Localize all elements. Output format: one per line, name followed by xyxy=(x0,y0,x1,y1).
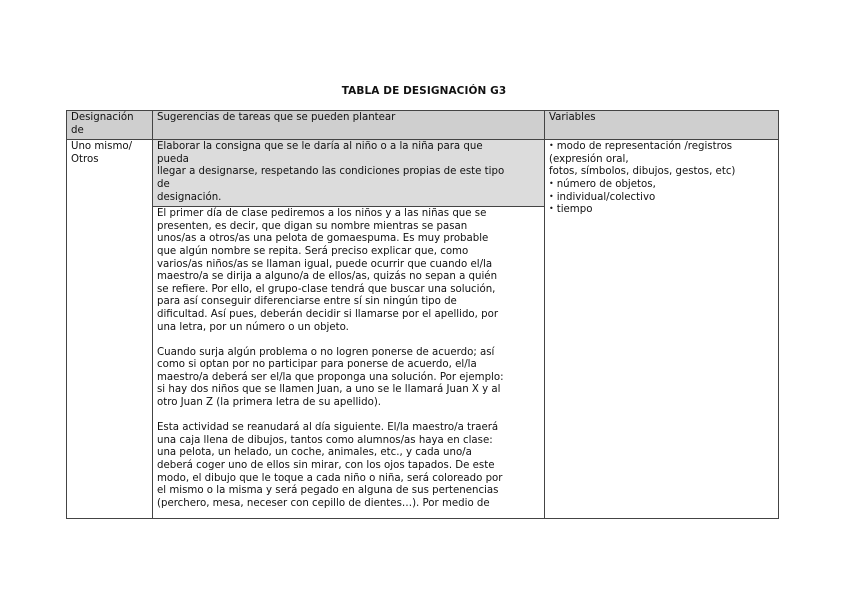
table-row xyxy=(67,140,779,207)
paragraph-line: como si optan por no participar para ponerse de acuerdo, el/la xyxy=(157,359,477,371)
designation-line: Uno mismo/ xyxy=(71,141,133,153)
page-title: TABLA DE DESIGNACIÓN G3 xyxy=(341,85,507,97)
variable-item: • número de objetos, xyxy=(549,179,774,192)
paragraph-line: dificultad. Así pues, deberán decidir si llamarse por el apellido, por xyxy=(157,308,499,320)
header-suggestions-text: Sugerencias de tareas que se pueden plantear xyxy=(157,112,396,123)
variables-cell xyxy=(545,140,779,519)
designation-line: Otros xyxy=(71,153,99,165)
paragraph-line: El primer día de clase pediremos a los niños y a las niñas que se xyxy=(157,208,487,220)
paragraph-line: maestro/a deberá ser el/la que proponga una solución. Por ejemplo: xyxy=(157,371,504,383)
instruction-cell xyxy=(153,140,545,207)
instruction-line: pueda xyxy=(157,153,189,165)
paragraph xyxy=(157,208,540,334)
variable-item: • modo de representación /registros xyxy=(549,141,774,154)
header-designation-line: Designación xyxy=(71,112,134,123)
instruction-line: de xyxy=(157,178,170,190)
designation-table xyxy=(66,110,779,519)
header-designation-line: de xyxy=(71,124,84,136)
instruction-line: Elaborar la consigna que se le daría al niño o a la niña para que xyxy=(157,141,483,153)
instruction-line: designación. xyxy=(157,191,222,203)
header-variables xyxy=(545,111,779,140)
paragraph-line: modo, el dibujo que le toque a cada niño o niña, será coloreado por xyxy=(157,472,503,484)
paragraph-line: varios/as niños/as se llaman igual, puede ocurrir que cuando el/la xyxy=(157,258,493,270)
paragraph-line: deberá coger uno de ellos sin mirar, con los ojos tapados. De este xyxy=(157,460,495,472)
variable-item: • tiempo xyxy=(549,204,774,217)
paragraph-line: otro Juan Z (la primera letra de su apellido). xyxy=(157,397,382,409)
paragraph-line: unos/as a otros/as una pelota de gomaespuma. Es muy probable xyxy=(157,233,489,245)
paragraph-line: una caja llena de dibujos, tantos como alumnos/as haya en clase: xyxy=(157,434,493,446)
paragraph-line: Esta actividad se reanudará al día siguiente. El/la maestro/a traerá xyxy=(157,422,499,434)
paragraph-line: presenten, es decir, que digan su nombre mientras se pasan xyxy=(157,220,468,232)
variable-item-continuation: (expresión oral, xyxy=(549,153,629,165)
paragraph-line: para así conseguir diferenciarse entre sí sin ningún tipo de xyxy=(157,296,457,308)
header-designation xyxy=(67,111,153,140)
paragraph-line: maestro/a se dirija a alguno/a de ellos/as, quizás no sepan a quién xyxy=(157,271,498,283)
header-variables-text: Variables xyxy=(549,112,596,123)
table-header-row xyxy=(67,111,779,140)
designation-cell xyxy=(67,140,153,519)
header-suggestions xyxy=(153,111,545,140)
paragraph-line: que algún nombre se repita. Será preciso explicar que, como xyxy=(157,245,469,257)
variable-item: • individual/colectivo xyxy=(549,192,774,205)
instruction-line: llegar a designarse, respetando las condiciones propias de este tipo xyxy=(157,166,505,178)
variable-item-continuation: fotos, símbolos, dibujos, gestos, etc) xyxy=(549,166,736,178)
paragraph-line: una pelota, un helado, un coche, animales, etc., y cada uno/a xyxy=(157,447,472,459)
paragraph xyxy=(157,347,540,410)
paragraph-line: (perchero, mesa, neceser con cepillo de dientes…). Por medio de xyxy=(157,497,490,509)
paragraph-line: se refiere. Por ello, el grupo-clase tendrá que buscar una solución, xyxy=(157,283,496,295)
paragraph-line: Cuando surja algún problema o no logren ponerse de acuerdo; así xyxy=(157,346,495,358)
activity-description-cell xyxy=(153,207,545,519)
paragraph xyxy=(157,422,540,510)
paragraph-line: una letra, por un número o un objeto. xyxy=(157,321,349,333)
paragraph-line: si hay dos niños que se llamen Juan, a uno se le llamará Juan X y al xyxy=(157,384,501,396)
paragraph-line: el mismo o la misma y será pegado en alguna de sus pertenencias xyxy=(157,485,499,497)
